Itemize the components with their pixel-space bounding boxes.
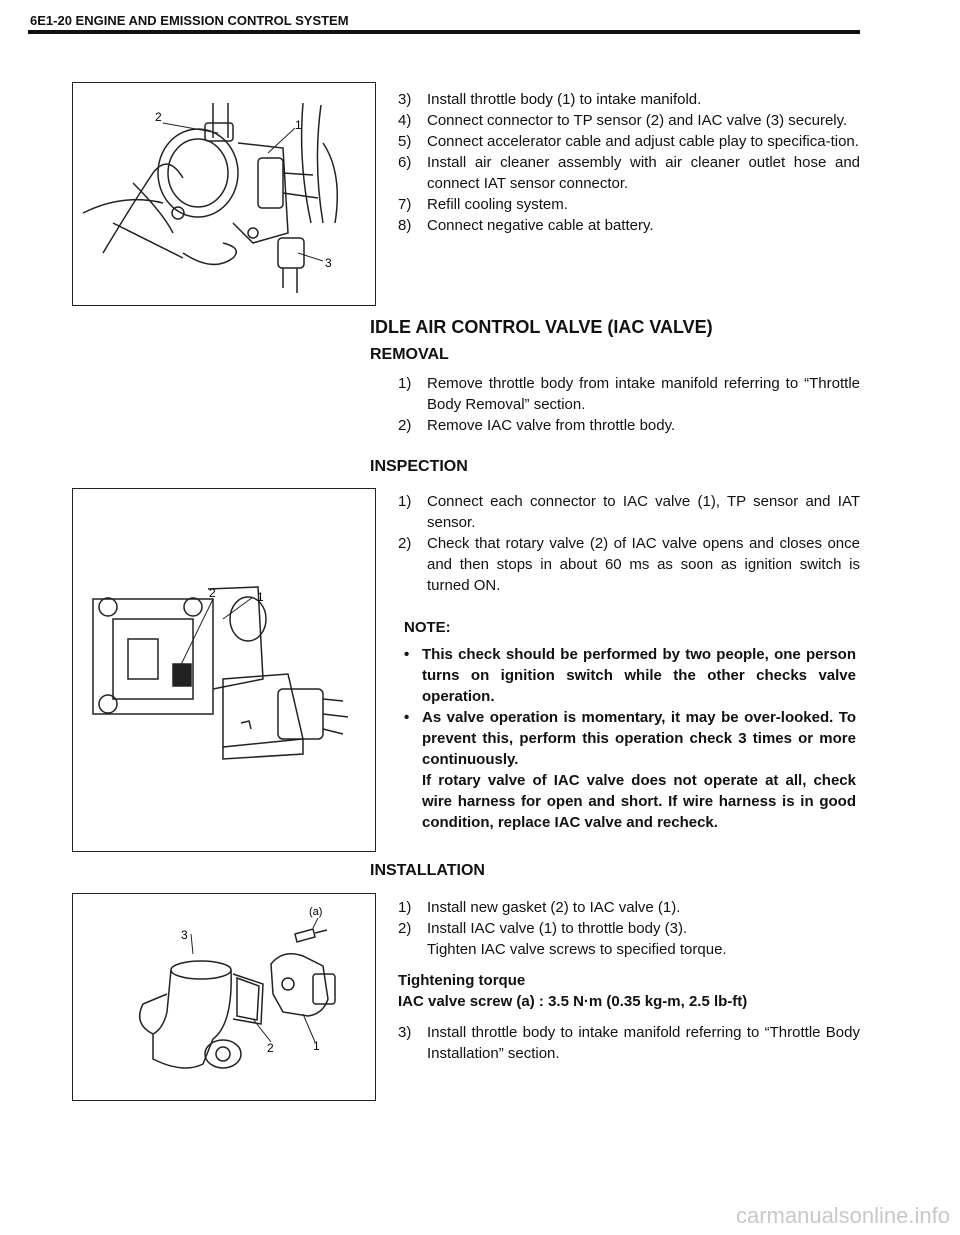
inspection-steps-list bbox=[382, 491, 860, 596]
install-step-5: 5) Connect accelerator cable and adjust cable play to specifica-tion. bbox=[398, 133, 859, 150]
figure2-callout-2: 2 bbox=[209, 586, 216, 600]
installation-heading: INSTALLATION bbox=[370, 862, 485, 879]
note-extra: If rotary valve of IAC valve does not operate at all, check wire harness for open and short. If wire harness is in good condition, replace IAC valve and recheck. bbox=[422, 772, 856, 831]
figure2-callout-1: 1 bbox=[257, 590, 264, 604]
torque-spec bbox=[398, 970, 747, 1012]
page-header: 6E1-20 ENGINE AND EMISSION CONTROL SYSTEM bbox=[30, 13, 349, 28]
section-title-iac: IDLE AIR CONTROL VALVE (IAC VALVE) bbox=[370, 317, 713, 337]
figure1-callout-1: 1 bbox=[295, 118, 302, 132]
removal-heading: REMOVAL bbox=[370, 346, 449, 363]
iac-valve-installation-figure bbox=[72, 893, 376, 1101]
installation-step-2: 2) Install IAC valve (1) to throttle body (3). bbox=[398, 920, 688, 937]
install-steps-list bbox=[382, 89, 860, 236]
installation-steps-list bbox=[382, 897, 860, 960]
install-step-6: 6) Install air cleaner assembly with air cleaner outlet hose and connect IAT sensor connector. bbox=[398, 154, 860, 192]
inspection-step-1: 1) Connect each connector to IAC valve (1), TP sensor and IAT sensor. bbox=[398, 493, 860, 531]
installation-step-1: 1) Install new gasket (2) to IAC valve (1). bbox=[398, 899, 681, 916]
installation-step-3: 3) Install throttle body to intake manifold referring to “Throttle Body Installation” section. bbox=[398, 1024, 860, 1062]
inspection-heading: INSPECTION bbox=[370, 458, 468, 475]
removal-step-2: 2) Remove IAC valve from throttle body. bbox=[398, 417, 676, 434]
removal-steps-list bbox=[382, 373, 860, 436]
figure3-callout-2: 2 bbox=[267, 1041, 274, 1055]
iac-valve-inspection-figure bbox=[72, 488, 376, 852]
figure3-callout-3: 3 bbox=[181, 928, 188, 942]
installation-step-3-block bbox=[382, 1022, 860, 1064]
note-bullet-1: • This check should be performed by two people, one person turns on ignition switch while the other checks valve operation. bbox=[404, 646, 856, 705]
install-step-8: 8) Connect negative cable at battery. bbox=[398, 217, 654, 234]
figure1-callout-3: 3 bbox=[325, 256, 332, 270]
installation-step-2-sub: Tighten IAC valve screws to specified torque. bbox=[427, 941, 727, 958]
note-bullet-2: • As valve operation is momentary, it may be over-looked. To prevent this, perform this operation check 3 times or more continuously. bbox=[404, 709, 856, 768]
torque-label: Tightening torque bbox=[398, 972, 526, 989]
figure3-callout-a: (a) bbox=[309, 906, 323, 918]
torque-value: IAC valve screw (a) : 3.5 N·m (0.35 kg-m, 2.5 lb-ft) bbox=[398, 993, 748, 1010]
throttle-body-illustration bbox=[73, 83, 375, 305]
install-step-7: 7) Refill cooling system. bbox=[398, 196, 568, 213]
watermark: carmanualsonline.info bbox=[735, 1203, 950, 1228]
header-rule bbox=[28, 30, 860, 34]
install-step-4: 4) Connect connector to TP sensor (2) and IAC valve (3) securely. bbox=[398, 112, 848, 129]
inspection-note bbox=[404, 617, 856, 833]
note-title: NOTE: bbox=[404, 619, 451, 636]
iac-valve-illustration bbox=[73, 489, 375, 851]
figure3-callout-1: 1 bbox=[313, 1039, 320, 1053]
install-step-3: 3) Install throttle body (1) to intake manifold. bbox=[398, 91, 702, 108]
throttle-body-figure bbox=[72, 82, 376, 306]
figure1-callout-2: 2 bbox=[155, 110, 162, 124]
removal-step-1: 1) Remove throttle body from intake manifold referring to “Throttle Body Removal” section. bbox=[398, 375, 860, 413]
inspection-step-2: 2) Check that rotary valve (2) of IAC valve opens and closes once and then stops in about 60 ms as soon as ignition switch is turned ON. bbox=[398, 535, 860, 594]
installation-illustration bbox=[73, 894, 375, 1100]
